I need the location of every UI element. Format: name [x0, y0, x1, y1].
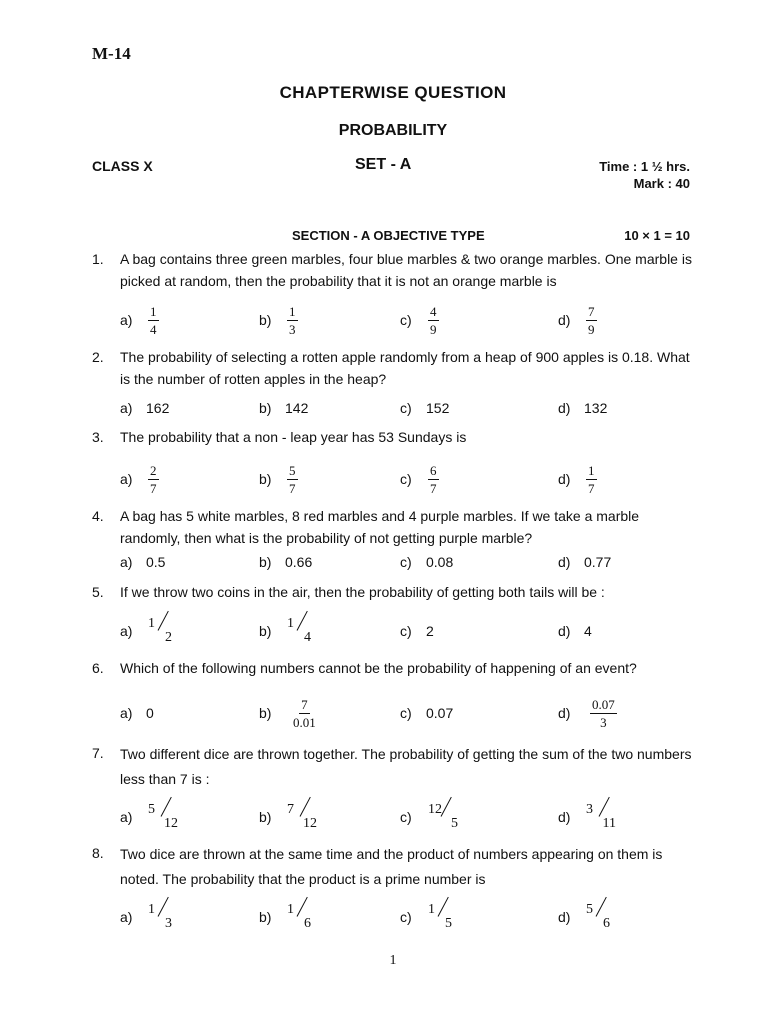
question-text: The probability of selecting a rotten apple randomly from a heap of 900 apples is 0.18. What is the number of rotten apples in the heap? — [120, 349, 690, 387]
numerator: 1 — [588, 462, 595, 478]
slash-fraction — [586, 902, 610, 932]
numerator: 7 — [588, 303, 595, 319]
fraction — [586, 304, 597, 337]
denominator: 4 — [304, 630, 311, 645]
option-d — [558, 897, 610, 937]
option-a — [120, 388, 169, 428]
option-label: b) — [259, 312, 272, 328]
section-title: SECTION - A OBJECTIVE TYPE — [292, 228, 485, 243]
fraction — [586, 463, 597, 496]
option-d — [558, 693, 617, 733]
question-number: 4. — [92, 508, 104, 524]
denominator: 7 — [289, 480, 296, 496]
denominator: 2 — [165, 630, 172, 645]
option-a — [120, 459, 159, 499]
option-label: b) — [259, 705, 272, 721]
option-value: 0.5 — [146, 554, 166, 570]
option-label: c) — [400, 809, 412, 825]
option-a — [120, 693, 154, 733]
denominator: 7 — [430, 480, 437, 496]
option-value: 0.07 — [426, 705, 454, 721]
fraction — [428, 463, 439, 496]
option-c — [400, 388, 449, 428]
denominator: 4 — [150, 321, 157, 337]
question-8 — [92, 842, 696, 892]
option-b — [259, 388, 308, 428]
option-label: a) — [120, 809, 133, 825]
option-c — [400, 797, 458, 837]
fraction — [287, 463, 298, 496]
option-b — [259, 459, 298, 499]
question-5-options — [120, 611, 720, 651]
option-label: c) — [400, 312, 412, 328]
page-number: 1 — [389, 953, 397, 968]
set-label: SET - A — [355, 156, 412, 173]
fraction-slash — [599, 797, 610, 817]
option-label: a) — [120, 400, 133, 416]
question-text: Which of the following numbers cannot be the probability of happening of an event? — [120, 660, 637, 676]
numerator: 1 — [287, 902, 294, 917]
option-label: c) — [400, 471, 412, 487]
page-title: CHAPTERWISE QUESTION — [279, 83, 507, 102]
option-a — [120, 611, 172, 651]
fraction-slash — [158, 897, 169, 917]
option-d — [558, 611, 592, 651]
option-value: 0.77 — [584, 554, 612, 570]
option-label: a) — [120, 623, 133, 639]
denominator: 5 — [445, 916, 452, 931]
fraction-slash — [158, 611, 169, 631]
fraction — [287, 304, 298, 337]
fraction-slash — [297, 897, 308, 917]
denominator: 9 — [588, 321, 595, 337]
section-marks: 10 × 1 = 10 — [624, 228, 690, 243]
option-c — [400, 897, 452, 937]
mark-label: Mark : 40 — [633, 176, 690, 191]
option-c — [400, 693, 453, 733]
option-c — [400, 300, 439, 340]
question-6 — [92, 657, 696, 679]
question-number: 8. — [92, 845, 104, 861]
time-label: Time : 1 ½ hrs. — [599, 159, 690, 174]
question-number: 7. — [92, 745, 104, 761]
option-label: b) — [259, 623, 272, 639]
option-d — [558, 542, 611, 582]
denominator: 5 — [451, 816, 458, 831]
slash-fraction — [148, 802, 178, 832]
numerator: 5 — [289, 462, 296, 478]
option-value: 142 — [285, 400, 309, 416]
paper-code: M-14 — [92, 44, 131, 63]
option-c — [400, 611, 434, 651]
numerator: 1 — [289, 303, 296, 319]
option-label: a) — [120, 471, 133, 487]
denominator: 3 — [600, 714, 607, 730]
subject-title: PROBABILITY — [338, 122, 448, 139]
option-value: 4 — [584, 623, 592, 639]
option-b — [259, 542, 312, 582]
numerator: 1 — [148, 902, 155, 917]
question-8-options — [120, 897, 720, 937]
option-label: d) — [558, 400, 571, 416]
option-label: b) — [259, 909, 272, 925]
option-label: d) — [558, 554, 571, 570]
option-value: 162 — [146, 400, 170, 416]
denominator: 12 — [164, 816, 178, 831]
option-label: d) — [558, 705, 571, 721]
question-text: Two dice are thrown at the same time and the product of numbers appearing on them is noted. The probability that the product is a prime number is — [120, 846, 663, 887]
slash-fraction — [287, 802, 317, 832]
option-value: 152 — [426, 400, 450, 416]
option-label: a) — [120, 705, 133, 721]
option-b — [259, 897, 311, 937]
numerator: 5 — [148, 802, 155, 817]
slash-fraction — [586, 802, 616, 832]
fraction-slash — [438, 897, 449, 917]
denominator: 12 — [303, 816, 317, 831]
denominator: 7 — [588, 480, 595, 496]
numerator: 7 — [301, 696, 308, 712]
option-c — [400, 459, 439, 499]
slash-fraction — [428, 802, 458, 832]
option-label: b) — [259, 400, 272, 416]
question-number: 5. — [92, 584, 104, 600]
time-mark-block — [599, 158, 690, 192]
denominator: 9 — [430, 321, 437, 337]
option-a — [120, 797, 178, 837]
option-a — [120, 300, 159, 340]
option-label: b) — [259, 809, 272, 825]
option-b — [259, 693, 318, 733]
fraction-slash — [297, 611, 308, 631]
numerator: 2 — [150, 462, 157, 478]
fraction — [148, 304, 159, 337]
option-d — [558, 388, 607, 428]
option-d — [558, 797, 616, 837]
question-text: The probability that a non - leap year has 53 Sundays is — [120, 429, 467, 445]
slash-fraction — [287, 616, 311, 646]
option-value: 2 — [426, 623, 434, 639]
question-1-options — [120, 300, 720, 340]
fraction — [590, 697, 617, 730]
slash-fraction — [148, 902, 172, 932]
option-label: a) — [120, 554, 133, 570]
question-number: 1. — [92, 251, 104, 267]
option-label: d) — [558, 809, 571, 825]
question-5 — [92, 581, 696, 603]
option-a — [120, 542, 165, 582]
question-2 — [92, 346, 696, 390]
slash-fraction — [287, 902, 311, 932]
question-4-options — [120, 542, 720, 582]
option-label: d) — [558, 471, 571, 487]
option-label: d) — [558, 623, 571, 639]
question-number: 6. — [92, 660, 104, 676]
question-text: If we throw two coins in the air, then the probability of getting both tails will be : — [120, 584, 605, 600]
option-value: 132 — [584, 400, 608, 416]
fraction — [428, 304, 439, 337]
denominator: 3 — [165, 916, 172, 931]
class-label: CLASS X — [92, 158, 153, 174]
option-b — [259, 611, 311, 651]
denominator: 11 — [602, 816, 616, 831]
option-label: a) — [120, 312, 133, 328]
option-label: b) — [259, 471, 272, 487]
fraction — [148, 463, 159, 496]
option-value: 0.08 — [426, 554, 454, 570]
numerator: 12 — [428, 802, 442, 817]
option-label: a) — [120, 909, 133, 925]
numerator: 7 — [287, 802, 294, 817]
option-value: 0 — [146, 705, 154, 721]
question-2-options — [120, 388, 720, 428]
fraction — [291, 697, 318, 730]
question-6-options — [120, 693, 720, 733]
numerator: 0.07 — [592, 696, 615, 712]
question-3-options — [120, 459, 720, 499]
question-1 — [92, 248, 696, 292]
option-b — [259, 797, 317, 837]
numerator: 1 — [287, 616, 294, 631]
option-d — [558, 300, 597, 340]
option-label: b) — [259, 554, 272, 570]
slash-fraction — [428, 902, 452, 932]
slash-fraction — [148, 616, 172, 646]
option-label: d) — [558, 909, 571, 925]
numerator: 5 — [586, 902, 593, 917]
question-text: Two different dice are thrown together. The probability of getting the sum of the two numbers less than 7 is : — [120, 746, 692, 787]
numerator: 4 — [430, 303, 437, 319]
denominator: 7 — [150, 480, 157, 496]
fraction-slash — [161, 797, 172, 817]
fraction-slash — [300, 797, 311, 817]
option-d — [558, 459, 597, 499]
option-c — [400, 542, 453, 582]
option-value: 0.66 — [285, 554, 313, 570]
denominator: 6 — [304, 916, 311, 931]
question-text: A bag has 5 white marbles, 8 red marbles and 4 purple marbles. If we take a marble randomly, then what is the probability of not getting purple marble? — [120, 508, 640, 546]
question-3 — [92, 426, 696, 448]
option-b — [259, 300, 298, 340]
option-label: c) — [400, 623, 412, 639]
option-label: c) — [400, 909, 412, 925]
fraction-slash — [441, 797, 452, 817]
question-number: 2. — [92, 349, 104, 365]
question-7-options — [120, 797, 720, 837]
option-label: c) — [400, 400, 412, 416]
question-7 — [92, 742, 696, 792]
option-a — [120, 897, 172, 937]
numerator: 1 — [148, 616, 155, 631]
question-number: 3. — [92, 429, 104, 445]
option-label: d) — [558, 312, 571, 328]
denominator: 3 — [289, 321, 296, 337]
option-label: c) — [400, 705, 412, 721]
question-text: A bag contains three green marbles, four blue marbles & two orange marbles. One marble is picked at random, then the probability that it is not an orange marble is — [120, 251, 692, 289]
fraction-slash — [596, 897, 607, 917]
numerator: 6 — [430, 462, 437, 478]
numerator: 3 — [586, 802, 593, 817]
numerator: 1 — [428, 902, 435, 917]
option-label: c) — [400, 554, 412, 570]
numerator: 1 — [150, 303, 157, 319]
denominator: 0.01 — [293, 714, 316, 730]
denominator: 6 — [603, 916, 610, 931]
